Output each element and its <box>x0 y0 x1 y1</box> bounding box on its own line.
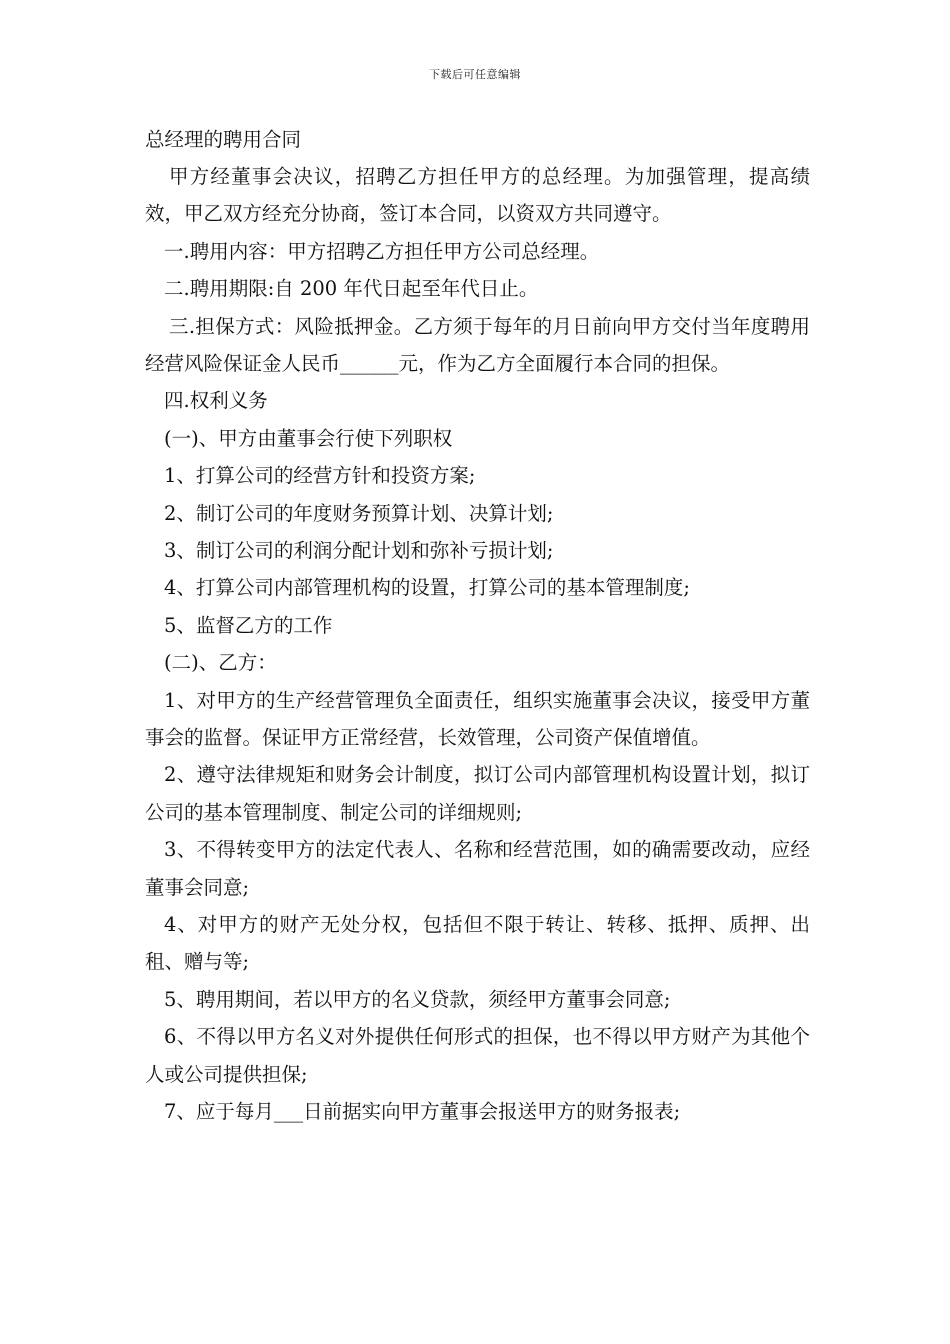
paragraph: 2、制订公司的年度财务预算计划、决算计划; <box>164 501 554 525</box>
paragraph: 7、应于每月___日前据实向甲方董事会报送甲方的财务报表; <box>164 1099 681 1123</box>
paragraph: 一.聘用内容：甲方招聘乙方担任甲方公司总经理。 <box>164 239 600 263</box>
paragraph: 3、不得转变甲方的法定代表人、名称和经营范围，如的确需要改动，应经董事会同意; <box>145 838 810 899</box>
document-body <box>145 122 810 1130</box>
paragraph: 1、打算公司的经营方针和投资方案; <box>164 464 476 488</box>
paragraph: (二)、乙方： <box>164 651 277 675</box>
paragraph: 二.聘用期限:自 200 年代日起至年代日止。 <box>164 277 539 301</box>
paragraph-list <box>145 158 810 1130</box>
paragraph: 四.权利义务 <box>164 389 268 413</box>
paragraph: 4、对甲方的财产无处分权，包括但不限于转让、转移、抵押、质押、出租、赠与等; <box>145 912 810 974</box>
paragraph: 三.担保方式：风险抵押金。乙方须于每年的月日前向甲方交付当年度聘用经营风险保证金人民币______元，作为乙方全面履行本合同的担保。 <box>145 314 810 375</box>
paragraph: (一)、甲方由董事会行使下列职权 <box>164 426 453 450</box>
paragraph: 2、遵守法律规矩和财务会计制度，拟订公司内部管理机构设置计划，拟订公司的基本管理制度、制定公司的详细规则; <box>145 763 810 824</box>
paragraph: 6、不得以甲方名义对外提供任何形式的担保，也不得以甲方财产为其他个人或公司提供担保; <box>145 1025 810 1086</box>
document-title: 总经理的聘用合同 <box>145 128 302 151</box>
paragraph: 1、对甲方的生产经营管理负全面责任，组织实施董事会决议，接受甲方董事会的监督。保证甲方正常经营，长效管理，公司资产保值增值。 <box>145 688 810 749</box>
header-note: 下载后可任意编辑 <box>429 68 521 81</box>
paragraph: 3、制订公司的利润分配计划和弥补亏损计划; <box>164 538 554 562</box>
paragraph: 5、聘用期间，若以甲方的名义贷款，须经甲方董事会同意; <box>164 987 671 1011</box>
paragraph: 甲方经董事会决议，招聘乙方担任甲方的总经理。为加强管理，提高绩效，甲乙双方经充分协商，签订本合同，以资双方共同遵守。 <box>145 165 810 226</box>
paragraph: 4、打算公司内部管理机构的设置，打算公司的基本管理制度; <box>164 576 690 600</box>
paragraph: 5、监督乙方的工作 <box>164 613 333 637</box>
